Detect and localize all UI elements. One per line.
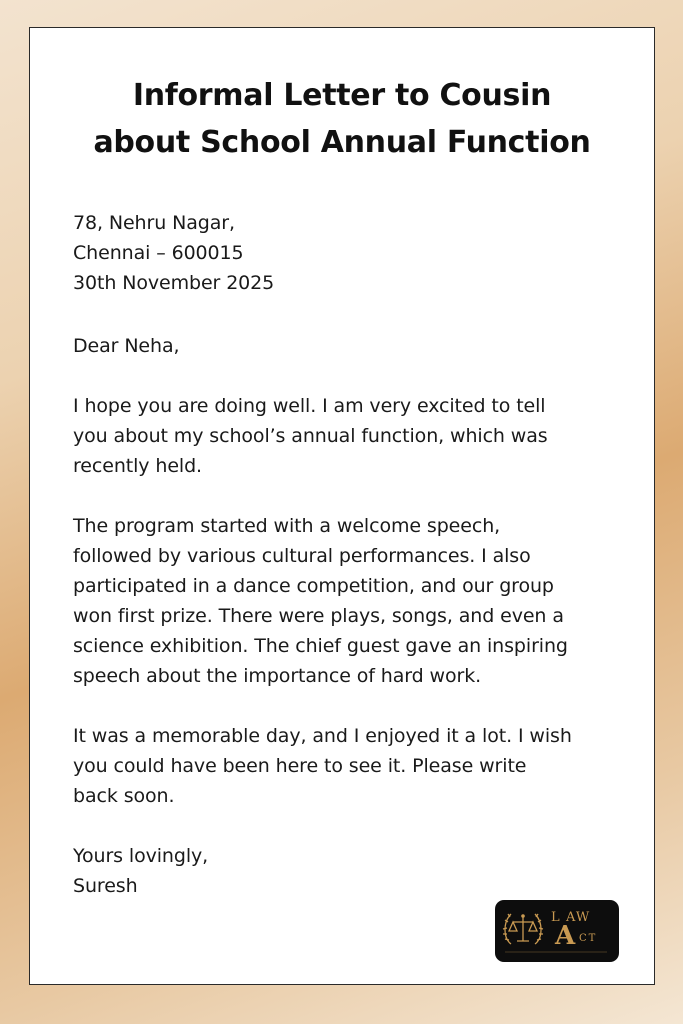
- paragraph-line: followed by various cultural performances. I also: [73, 545, 531, 567]
- paragraph-line: speech about the importance of hard work.: [73, 665, 482, 687]
- paragraph-line: back soon.: [73, 785, 175, 807]
- closing-text: Yours lovingly,: [73, 845, 209, 867]
- logo-letter-a: A: [555, 921, 576, 951]
- address-line-1: 78, Nehru Nagar,: [73, 212, 235, 234]
- closing: [73, 841, 633, 901]
- paragraph-line: you about my school’s annual function, which was: [73, 425, 548, 447]
- paragraph-line: participated in a dance competition, and our group: [73, 575, 554, 597]
- logo-letters-aw: AW: [566, 910, 591, 925]
- logo-letter-l: L: [551, 910, 560, 925]
- letter-page: [29, 27, 655, 985]
- paragraph-line: I hope you are doing well. I am very excited to tell: [73, 395, 546, 417]
- salutation-text: Dear Neha,: [73, 335, 180, 357]
- paragraph-2: [73, 511, 633, 691]
- paragraph-line: It was a memorable day, and I enjoyed it a lot. I wish: [73, 725, 572, 747]
- salutation: [73, 331, 633, 361]
- logo-letters-ct: CT: [579, 933, 598, 944]
- letter-title: [30, 72, 654, 166]
- address-line-2: Chennai – 600015: [73, 242, 244, 264]
- letter-date: 30th November 2025: [73, 272, 275, 294]
- paragraph-line: The program started with a welcome speech,: [73, 515, 501, 537]
- signature: Suresh: [73, 875, 138, 897]
- paragraph-line: recently held.: [73, 455, 202, 477]
- paragraph-line: science exhibition. The chief guest gave an inspiring: [73, 635, 568, 657]
- title-line-1: Informal Letter to Cousin: [132, 78, 552, 113]
- paragraph-line: won first prize. There were plays, songs, and even a: [73, 605, 564, 627]
- title-line-2: about School Annual Function: [93, 125, 591, 160]
- law-act-logo: [495, 900, 619, 962]
- paragraph-line: you could have been here to see it. Please write: [73, 755, 527, 777]
- paragraph-3: [73, 721, 633, 811]
- paragraph-1: [73, 391, 633, 481]
- sender-address: [73, 208, 633, 298]
